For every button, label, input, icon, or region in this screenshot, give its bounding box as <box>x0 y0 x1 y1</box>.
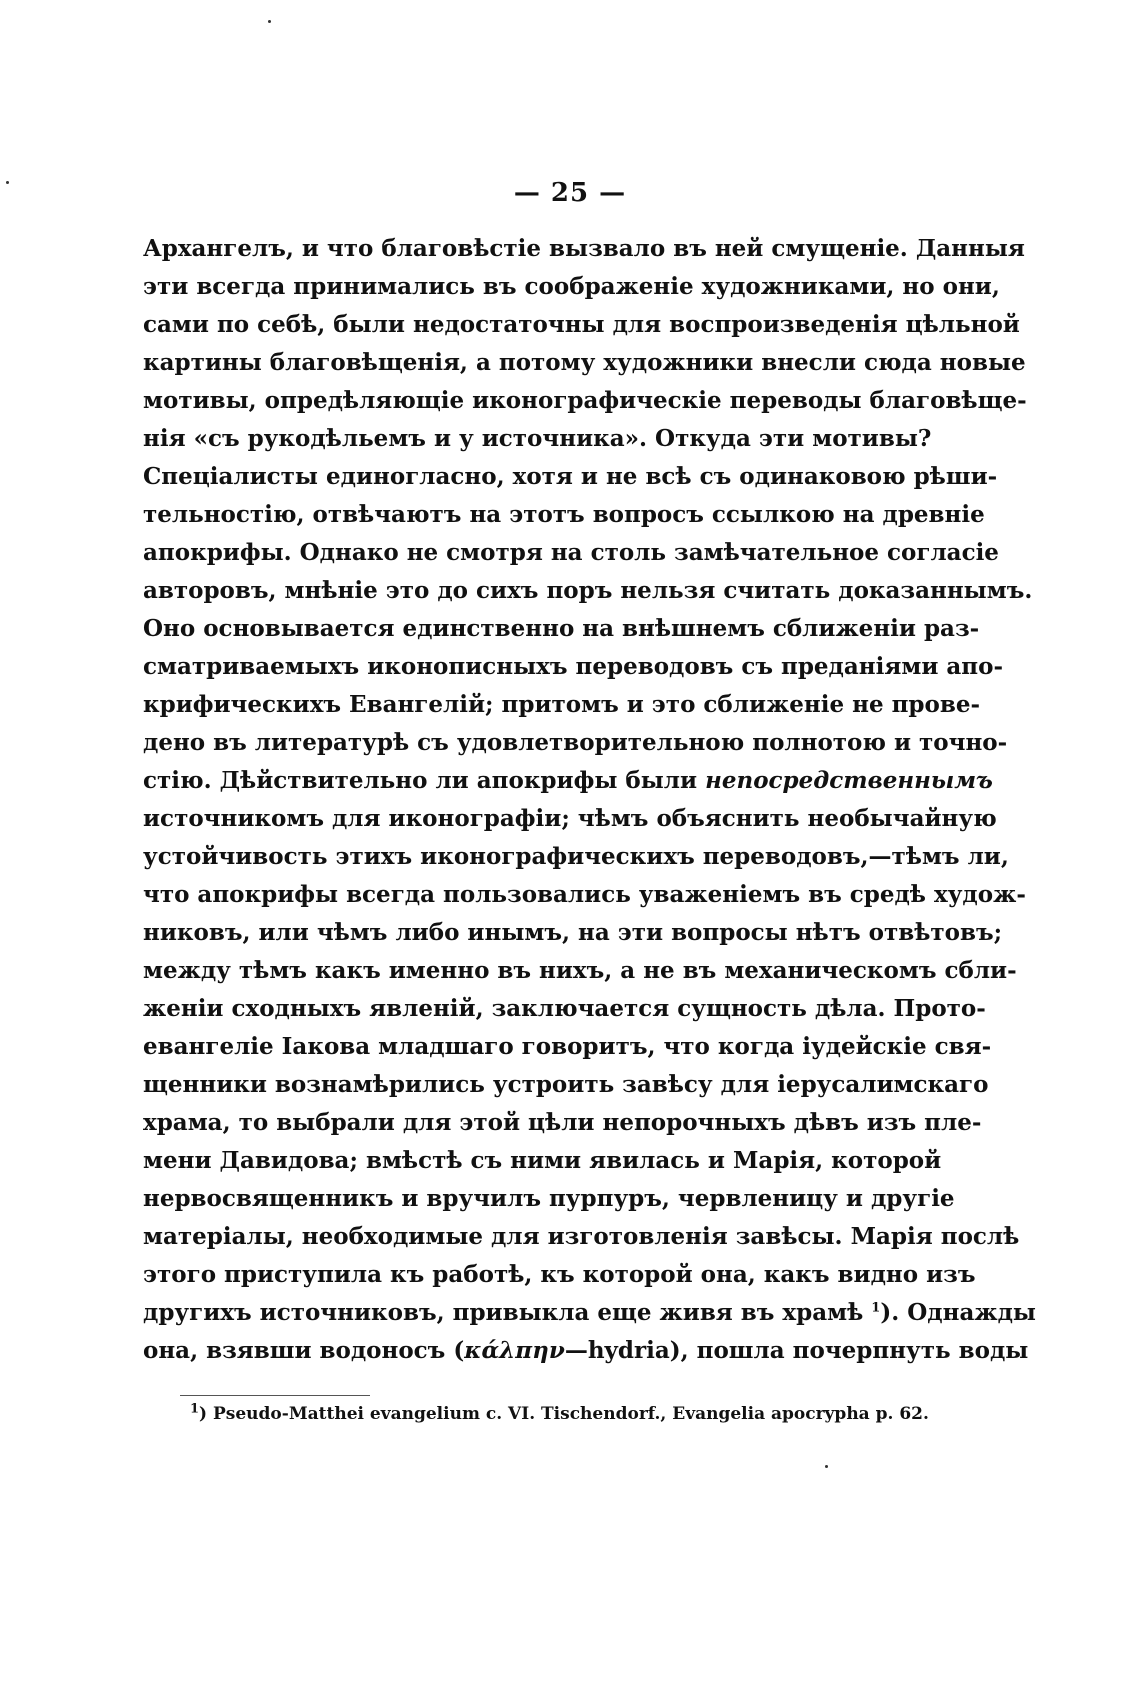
text-line: матеріалы, необходимые для изготовленія завѣсы. Марія послѣ <box>143 1223 1020 1250</box>
text-segment: —hydria), пошла почерпнуть воды <box>564 1337 1029 1364</box>
text-line: эти всегда принимались въ соображеніе художниками, но они, <box>143 273 1000 300</box>
italic-phrase: непосредственнымъ <box>705 767 993 794</box>
text-line: нія «съ рукодѣльемъ и у источника». Откуда эти мотивы? <box>143 425 932 452</box>
footnote-text: ) Pseudo-Matthei evangelium c. VI. Tischendorf., Evangelia apocrypha p. 62. <box>199 1404 929 1424</box>
text-segment: ). Однажды <box>880 1299 1036 1326</box>
footnote-rule <box>180 1395 370 1396</box>
scan-speck <box>825 1465 828 1468</box>
text-line: сматриваемыхъ иконописныхъ переводовъ съ преданіями апо- <box>143 653 1004 680</box>
text-line-with-italic <box>143 762 993 800</box>
page-number: — 25 — <box>513 178 627 208</box>
text-line: нервосвященникъ и вручилъ пурпуръ, червленицу и другіе <box>143 1185 955 1212</box>
text-line: сами по себѣ, были недостаточны для воспроизведенія цѣльной <box>143 311 1020 338</box>
text-segment: другихъ источниковъ, привыкла еще живя въ храмѣ <box>143 1299 864 1326</box>
text-line-with-greek <box>143 1332 1029 1370</box>
text-line: источникомъ для иконографіи; чѣмъ объяснить необычайную <box>143 805 997 832</box>
text-line: устойчивость этихъ иконографическихъ переводовъ,—тѣмъ ли, <box>143 843 1009 870</box>
footnote-marker: 1 <box>190 1401 200 1417</box>
text-line: Спеціалисты единогласно, хотя и не всѣ съ одинаковою рѣши- <box>143 463 998 490</box>
text-line: женіи сходныхъ явленій, заключается сущность дѣла. Прото- <box>143 995 986 1022</box>
text-line: крифическихъ Евангелій; притомъ и это сближеніе не прове- <box>143 691 980 718</box>
greek-word: κάλπην <box>464 1337 565 1364</box>
text-line: апокрифы. Однако не смотря на столь замѣчательное согласіе <box>143 539 999 566</box>
text-line: евангеліе Іакова младшаго говоритъ, что когда іудейскіе свя- <box>143 1033 992 1060</box>
text-line: этого приступила къ работѣ, къ которой она, какъ видно изъ <box>143 1261 976 1288</box>
text-line: Оно основывается единственно на внѣшнемъ сближеніи раз- <box>143 615 980 642</box>
text-line: мотивы, опредѣляющіе иконографическіе переводы благовѣще- <box>143 387 1027 414</box>
text-line-with-footnote-ref <box>143 1294 1036 1332</box>
footnote-reference: 1 <box>871 1300 881 1316</box>
scan-speck <box>268 20 271 23</box>
text-line: мени Давидова; вмѣстѣ съ ними явилась и Марія, которой <box>143 1147 942 1174</box>
footnote <box>190 1400 929 1428</box>
text-line: что апокрифы всегда пользовались уваженіемъ въ средѣ худож- <box>143 881 1026 908</box>
body-text <box>143 230 1036 1370</box>
text-line: никовъ, или чѣмъ либо инымъ, на эти вопросы нѣтъ отвѣтовъ; <box>143 919 1003 946</box>
text-line: тельностію, отвѣчаютъ на этотъ вопросъ ссылкою на древніе <box>143 501 985 528</box>
scan-speck <box>6 181 9 184</box>
text-line: дено въ литературѣ съ удовлетворительною полнотою и точно- <box>143 729 1008 756</box>
text-line: щенники вознамѣрились устроить завѣсу для іерусалимскаго <box>143 1071 989 1098</box>
text-line: авторовъ, мнѣніе это до сихъ поръ нельзя считать доказаннымъ. <box>143 577 1033 604</box>
text-line: картины благовѣщенія, а потому художники внесли сюда новые <box>143 349 1026 376</box>
text-line: храма, то выбрали для этой цѣли непорочныхъ дѣвъ изъ пле- <box>143 1109 982 1136</box>
text-segment: стію. Дѣйствительно ли апокрифы были <box>143 767 698 794</box>
text-line: Архангелъ, и что благовѣстіе вызвало въ ней смущеніе. Данныя <box>143 235 1025 262</box>
text-segment: она, взявши водоносъ ( <box>143 1337 465 1364</box>
text-line: между тѣмъ какъ именно въ нихъ, а не въ механическомъ сбли- <box>143 957 1017 984</box>
